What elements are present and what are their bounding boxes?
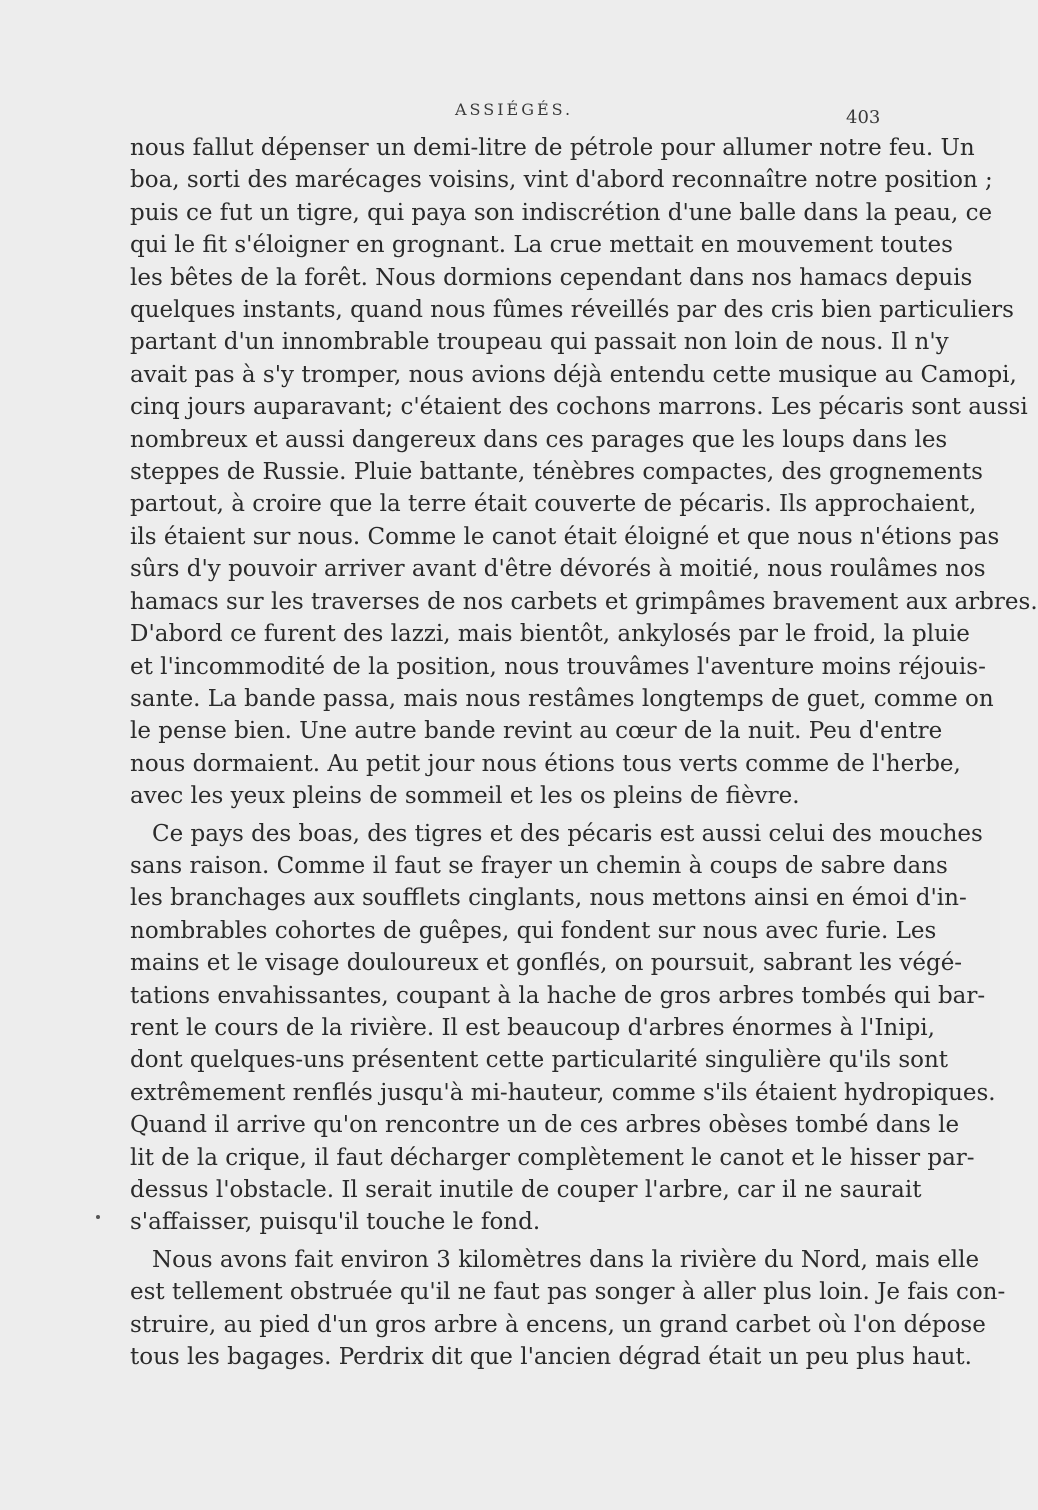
page-speck [96,1215,100,1219]
text-line: est tellement obstruée qu'il ne faut pas songer à aller plus loin. Je fais con- [130,1279,1006,1306]
text-line: puis ce fut un tigre, qui paya son indiscrétion d'une balle dans la peau, ce [130,199,993,226]
paragraph-1 [130,132,1038,813]
text-line: sans raison. Comme il faut se frayer un chemin à coups de sabre dans [130,852,948,879]
text-line: tous les bagages. Perdrix dit que l'ancien dégrad était un peu plus haut. [130,1344,972,1371]
text-line: et l'incommodité de la position, nous trouvâmes l'aventure moins réjouis- [130,653,986,680]
text-line: qui le fit s'éloigner en grognant. La crue mettait en mouvement toutes [130,232,953,259]
text-line: partout, à croire que la terre était couverte de pécaris. Ils approchaient, [130,491,977,518]
text-line: tations envahissantes, coupant à la hache de gros arbres tombés qui bar- [130,982,986,1009]
paragraph-3 [130,1244,1006,1374]
text-line: nous fallut dépenser un demi-litre de pétrole pour allumer notre feu. Un [130,135,975,161]
body-text [130,132,1038,1373]
text-line: quelques instants, quand nous fûmes réveillés par des cris bien particuliers [130,297,1014,324]
text-line: mains et le visage douloureux et gonflés, on poursuit, sabrant les végé- [130,950,963,977]
text-line: ils étaient sur nous. Comme le canot était éloigné et que nous n'étions pas [130,523,1000,550]
text-line: lit de la crique, il faut décharger complètement le canot et le hisser par- [130,1144,975,1171]
text-line: extrêmement renflés jusqu'à mi-hauteur, comme s'ils étaient hydropiques. [130,1079,996,1106]
page-number: 403 [846,107,881,128]
text-line: s'affaisser, puisqu'il touche le fond. [130,1209,541,1236]
text-line: hamacs sur les traverses de nos carbets et grimpâmes bravement aux arbres. [130,588,1038,615]
paragraph-2 [130,818,996,1239]
text-line: boa, sorti des marécages voisins, vint d'abord reconnaître notre position ; [130,167,993,194]
text-line: struire, au pied d'un gros arbre à encens, un grand carbet où l'on dépose [130,1311,986,1338]
text-line: sante. La bande passa, mais nous restâmes longtemps de guet, comme on [130,685,994,712]
text-line: nombreux et aussi dangereux dans ces parages que les loups dans les [130,426,948,453]
text-line: Quand il arrive qu'on rencontre un de ces arbres obèses tombé dans le [130,1112,960,1139]
text-line: nous dormaient. Au petit jour nous étions tous verts comme de l'herbe, [130,750,961,777]
text-line: Ce pays des boas, des tigres et des pécaris est aussi celui des mouches [152,820,983,847]
text-line: D'abord ce furent des lazzi, mais bientôt, ankylosés par le froid, la pluie [130,621,970,648]
text-line: partant d'un innombrable troupeau qui passait non loin de nous. Il n'y [130,329,949,356]
text-line: les bêtes de la forêt. Nous dormions cependant dans nos hamacs depuis [130,264,973,291]
running-title: ASSIÉGÉS. [455,100,574,119]
text-line: avait pas à s'y tromper, nous avions déjà entendu cette musique au Camopi, [130,361,1017,388]
text-line: dessus l'obstacle. Il serait inutile de couper l'arbre, car il ne saurait [130,1177,922,1203]
text-line: le pense bien. Une autre bande revint au cœur de la nuit. Peu d'entre [130,718,943,745]
text-line: dont quelques-uns présentent cette particularité singulière qu'ils sont [130,1047,949,1074]
text-line: steppes de Russie. Pluie battante, ténèbres compactes, des grognements [130,459,983,486]
text-line: Nous avons fait environ 3 kilomètres dans la rivière du Nord, mais elle [152,1246,980,1273]
text-line: cinq jours auparavant; c'étaient des cochons marrons. Les pécaris sont aussi [130,394,1028,421]
text-line: sûrs d'y pouvoir arriver avant d'être dévorés à moitié, nous roulâmes nos [130,556,986,583]
text-line: les branchages aux soufflets cinglants, nous mettons ainsi en émoi d'in- [130,885,967,912]
text-line: avec les yeux pleins de sommeil et les os pleins de fièvre. [130,783,800,810]
text-line: rent le cours de la rivière. Il est beaucoup d'arbres énormes à l'Inipi, [130,1014,935,1041]
text-line: nombrables cohortes de guêpes, qui fondent sur nous avec furie. Les [130,917,937,944]
